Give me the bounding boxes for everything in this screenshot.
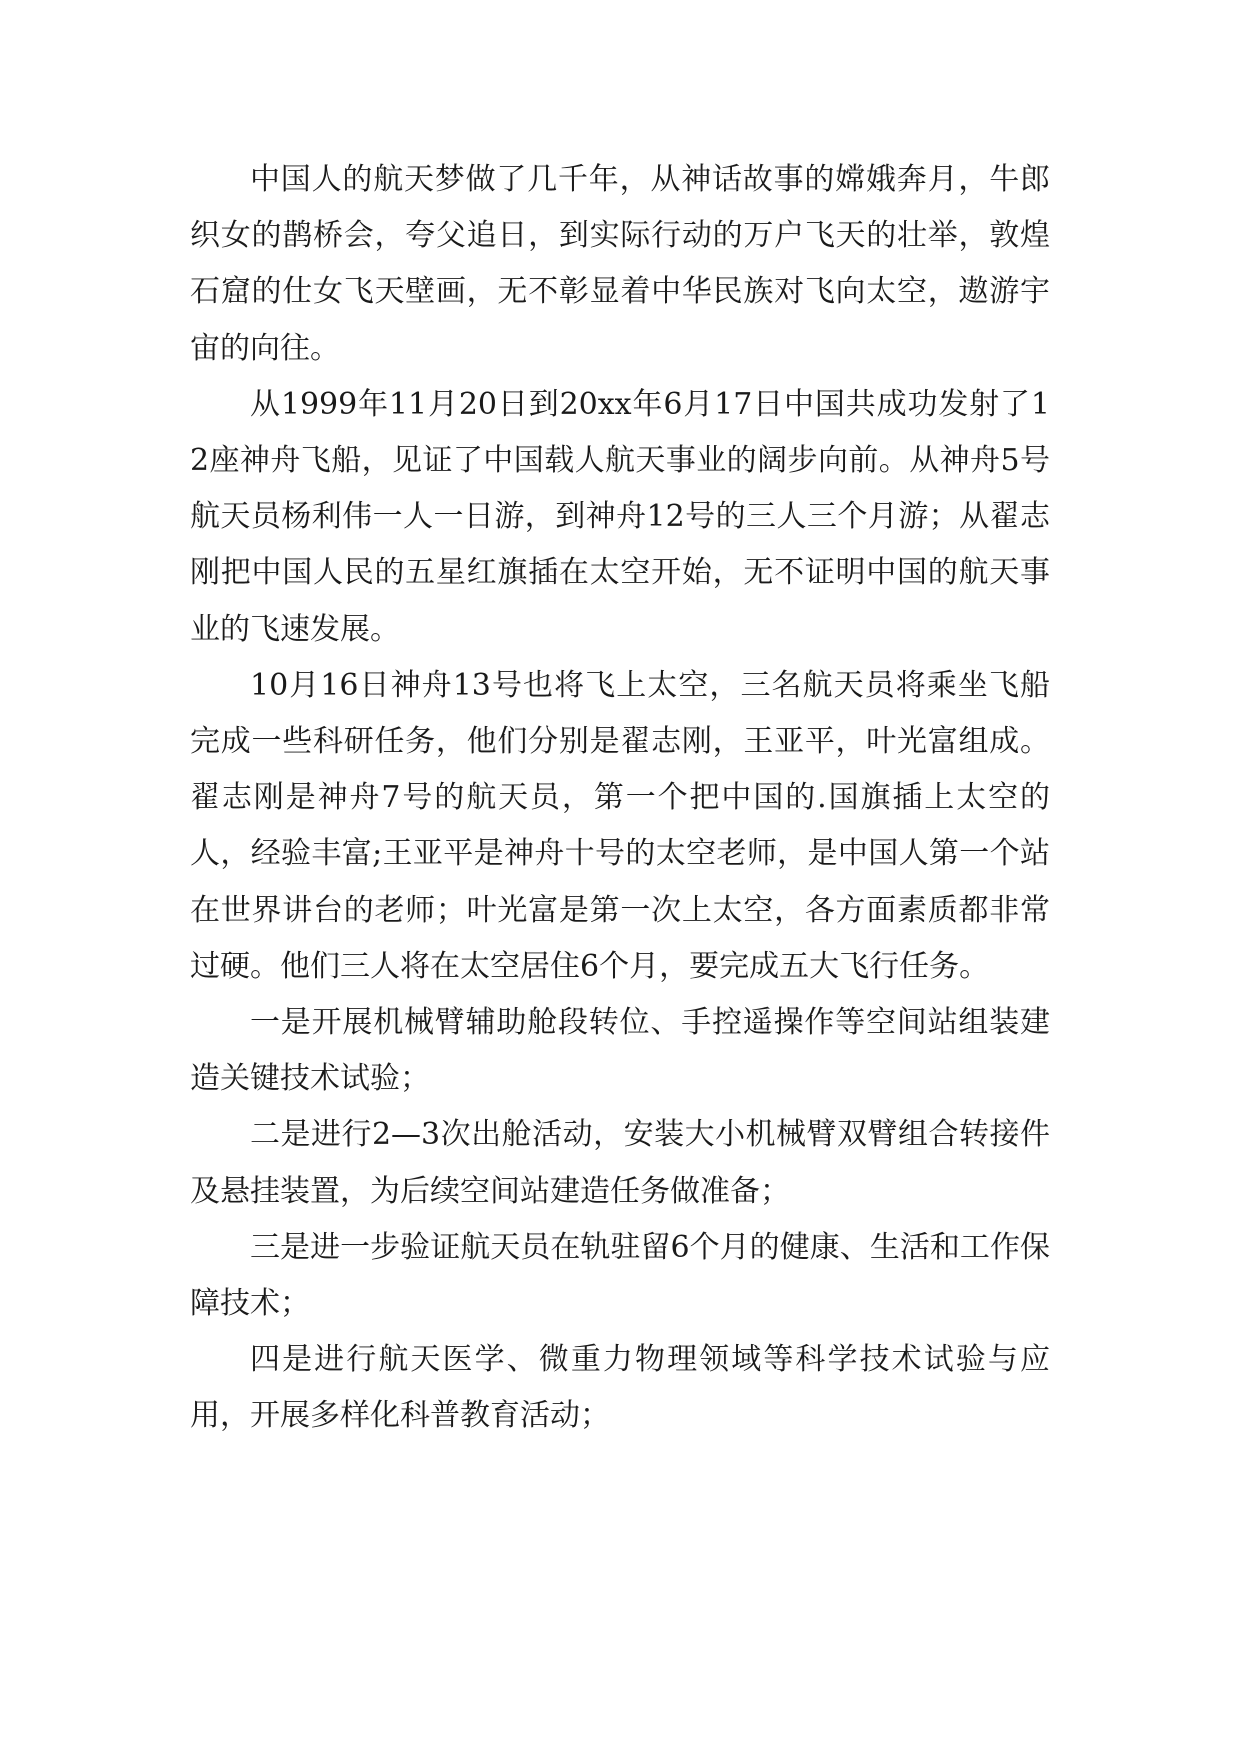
document-body <box>190 152 1050 1445</box>
paragraph-shenzhou-13-crew: 10月16日神舟13号也将飞上太空，三名航天员将乘坐飞船完成一些科研任务，他们分别是翟志刚，王亚平，叶光富组成。翟志刚是神舟7号的航天员，第一个把中国的.国旗插上太空的人，经验丰富;王亚平是神舟十号的太空老师，是中国人第一个站在世界讲台的老师；叶光富是第一次上太空，各方面素质都非常过硬。他们三人将在太空居住6个月，要完成五大飞行任务。 <box>190 667 1050 984</box>
paragraph-task-four: 四是进行航天医学、微重力物理领域等科学技术试验与应用，开展多样化科普教育活动； <box>190 1342 1050 1434</box>
paragraph-space-dream: 中国人的航天梦做了几千年，从神话故事的嫦娥奔月，牛郎织女的鹊桥会，夸父追日，到实际行动的万户飞天的壮举，敦煌石窟的仕女飞天壁画，无不彰显着中华民族对飞向太空，遨游宇宙的向往。 <box>190 162 1050 366</box>
paragraph-shenzhou-history: 从1999年11月20日到20xx年6月17日中国共成功发射了12座神舟飞船，见证了中国载人航天事业的阔步向前。从神舟5号航天员杨利伟一人一日游，到神舟12号的三人三个月游；从翟志刚把中国人民的五星红旗插在太空开始，无不证明中国的航天事业的飞速发展。 <box>190 386 1050 647</box>
paragraph-task-two: 二是进行2—3次出舱活动，安装大小机械臂双臂组合转接件及悬挂装置，为后续空间站建造任务做准备； <box>190 1117 1050 1209</box>
paragraph-task-three: 三是进一步验证航天员在轨驻留6个月的健康、生活和工作保障技术； <box>190 1229 1050 1322</box>
paragraph-task-one: 一是开展机械臂辅助舱段转位、手控遥操作等空间站组装建造关键技术试验； <box>190 1005 1050 1097</box>
